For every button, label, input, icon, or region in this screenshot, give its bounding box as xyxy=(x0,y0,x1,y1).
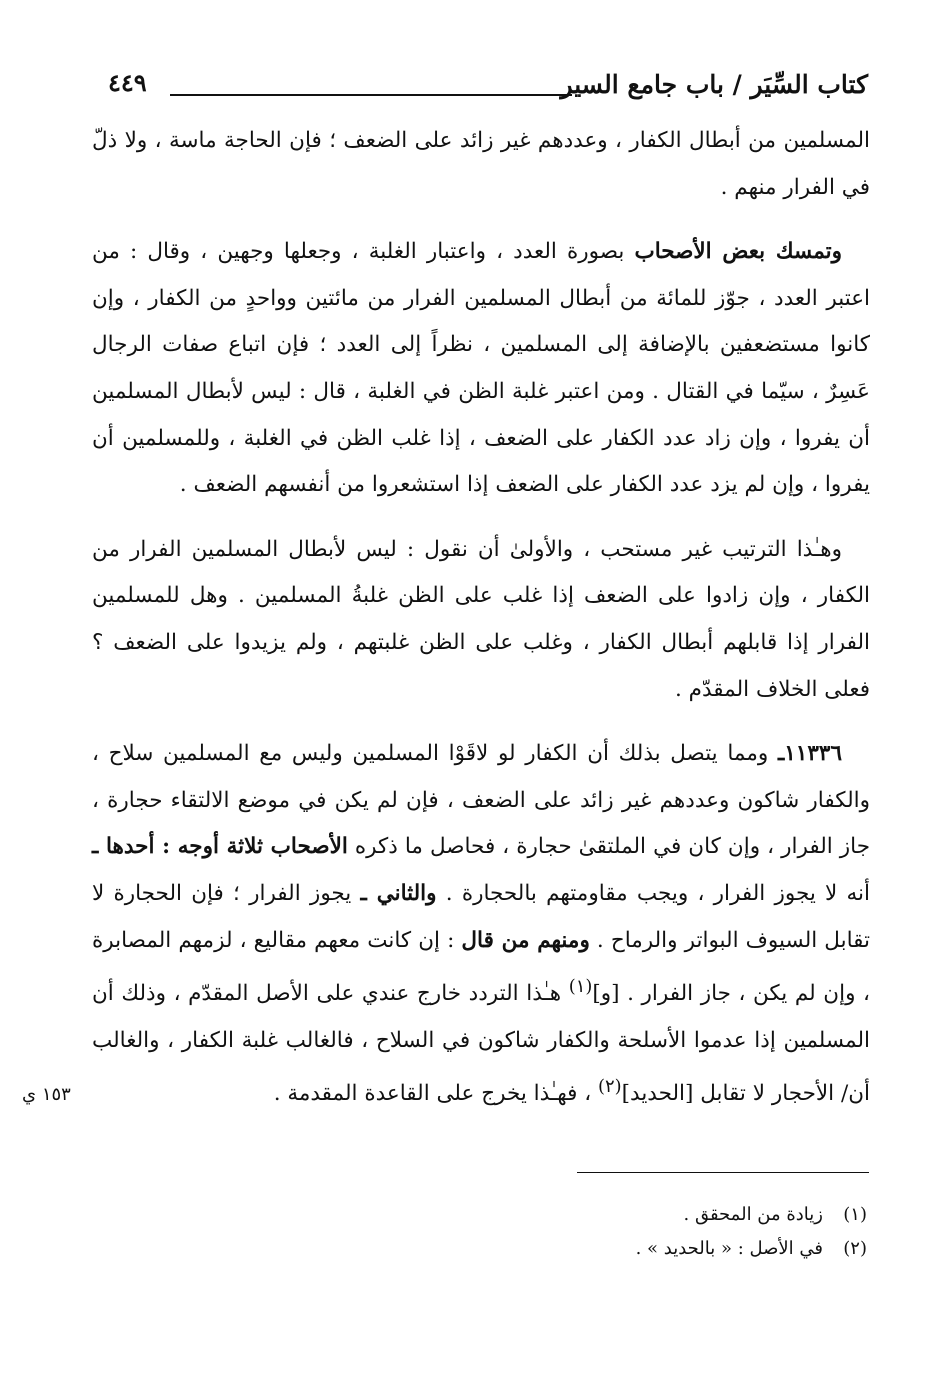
paragraph-4: ١١٣٣٦ـ ومما يتصل بذلك أن الكفار لو لاقَوْا المسلمين وليس مع المسلمين سلاح ، والكفار شاكون وعددهم غير زائد على الضعف ، فإن لم يكن في موضع الالتقاء حجارة ، جاز الفرار ، وإن كان في الملتقىٰ حجارة ، فحاصل ما ذكره الأصحاب ثلاثة أوجه : أحدها ـ أنه لا يجوز الفرار ، ويجب مقاومتهم بالحجارة . والثاني ـ يجوز الفرار ؛ فإن الحجارة لا تقابل السيوف البواتر والرماح . ومنهم من قال : إن كانت معهم مقاليع ، لزمهم المصابرة ، وإن لم يكن ، جاز الفرار . [و]$^{(١)}$ هـٰذا التردد خارج عندي على الأصل المقدّم ، وذلك أن المسلمين إذا عدموا الأسلحة والكفار شاكون في السلاح ، فالغالب غلبة الكفار ، والغالب أن/ الأحجار لا تقابل [الحديد]$^{(٢)}$ ، فهـٰذا يخرج على القاعدة المقدمة . xyxy=(92,741,870,1107)
footnote-2: (٢)في الأصل : « بالحديد » . xyxy=(635,1238,867,1259)
page-number: ٤٤٩ xyxy=(108,68,147,97)
footnote-1: (١)زيادة من المحقق . xyxy=(683,1204,867,1225)
paragraph-2: وتمسك بعض الأصحاب بصورة العدد ، واعتبار الغلبة ، وجعلها وجهين ، وقال : من اعتبر العدد ، جوّز للمائة من أبطال المسلمين الفرار من مائتين وواحدٍ من الكفار ، وإن كانوا مستضعفين بالإضافة إلى المسلمين ، نظراً إلى العدد ؛ فإن اتباع صفات الرجال عَسِرٌ ، سيّما في القتال . ومن اعتبر غلبة الظن في الغلبة ، قال : ليس لأبطال المسلمين أن يفروا ، وإن زاد عدد الكفار على الضعف ، إذا غلب الظن في الغلبة ، وللمسلمين أن يفروا ، وإن لم يزد عدد الكفار على الضعف إذا استشعروا من أنفسهم الضعف . xyxy=(92,239,870,498)
footnote-ref-2: (٢) xyxy=(598,1076,622,1098)
body-text xyxy=(92,118,870,1118)
footnotes xyxy=(367,1198,867,1266)
section-number: ١١٣٣٦ـ xyxy=(777,741,842,767)
running-title: كتاب السِّيَر / باب جامع السير xyxy=(560,70,868,99)
footnote-ref-1: (١) xyxy=(568,976,593,998)
paragraph-1: المسلمين من أبطال الكفار ، وعددهم غير زائد على الضعف ؛ فإن الحاجة ماسة ، ولا ذلّ في الفرار منهم . xyxy=(92,128,870,200)
paragraph-3: وهـٰذا الترتيب غير مستحب ، والأولىٰ أن نقول : ليس لأبطال المسلمين الفرار من الكفار ، وإن زادوا على الضعف إذا غلب على الظن غلبةُ المسلمين . وهل للمسلمين الفرار إذا قابلهم أبطال الكفار ، وغلب على الظن غلبتهم ، ولم يزيدوا على الضعف ؟ فعلى الخلاف المقدّم . xyxy=(92,536,870,702)
page-header xyxy=(108,64,868,110)
footnote-rule xyxy=(577,1172,869,1173)
header-rule xyxy=(170,94,572,96)
margin-folio-note: ١٥٣ ي xyxy=(22,1084,71,1105)
